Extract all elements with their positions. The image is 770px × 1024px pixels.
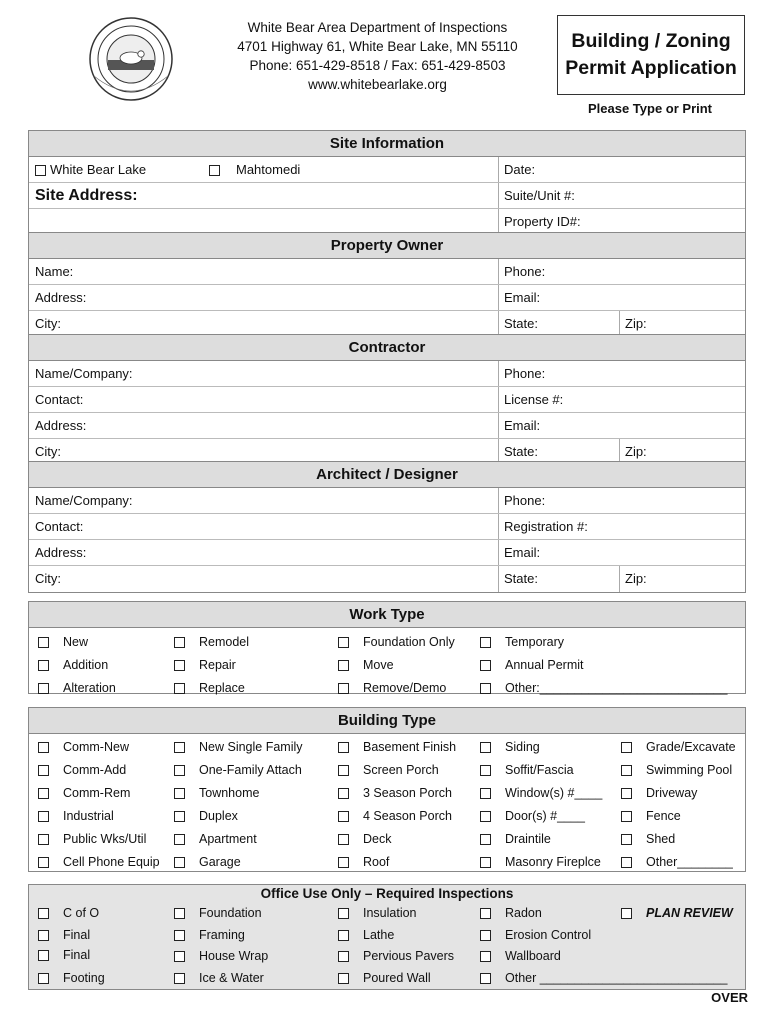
- architect-row-2: [29, 514, 745, 540]
- checkbox[interactable]: [174, 765, 185, 776]
- site-address-field[interactable]: Site Address:: [35, 187, 138, 204]
- checkbox[interactable]: [38, 857, 49, 868]
- department-name: White Bear Area Department of Inspections: [247, 20, 508, 35]
- section-heading: Contractor: [29, 335, 745, 361]
- option-label: Other:___________________________: [505, 681, 728, 695]
- option-label: Shed: [646, 832, 676, 846]
- checkbox[interactable]: [38, 660, 49, 671]
- checkbox[interactable]: [338, 765, 349, 776]
- owner-zip-field[interactable]: Zip:: [625, 316, 647, 331]
- contractor-contact-field[interactable]: Contact:: [35, 392, 84, 407]
- checkbox[interactable]: [621, 742, 632, 753]
- option-label: Insulation: [363, 906, 417, 920]
- checkbox[interactable]: [480, 788, 491, 799]
- option-label: Roof: [363, 855, 390, 869]
- work-type-option[interactable]: [480, 657, 584, 673]
- architect-row-1: [29, 488, 745, 514]
- checkbox[interactable]: [480, 765, 491, 776]
- date-field[interactable]: Date:: [504, 162, 536, 177]
- option-label: Annual Permit: [505, 658, 584, 672]
- option-label: Soffit/Fascia: [505, 763, 574, 777]
- checkbox[interactable]: [338, 973, 349, 984]
- contractor-section: [28, 334, 746, 466]
- section-heading: Site Information: [29, 131, 745, 157]
- property-id-field[interactable]: Property ID#:: [504, 214, 581, 229]
- section-heading: Architect / Designer: [29, 462, 745, 488]
- option-label: Door(s) #____: [505, 809, 585, 823]
- department-address: 4701 Highway 61, White Bear Lake, MN 55110: [237, 39, 518, 54]
- building-type-option[interactable]: [338, 854, 389, 870]
- inspection-option[interactable]: [38, 927, 90, 943]
- checkbox[interactable]: [338, 683, 349, 694]
- site-information-section: [28, 130, 746, 236]
- option-label: Industrial: [63, 809, 114, 823]
- option-label: Foundation Only: [363, 635, 455, 649]
- divider: [498, 413, 499, 438]
- checkbox[interactable]: [621, 857, 632, 868]
- building-type-option[interactable]: [338, 762, 439, 778]
- checkbox[interactable]: [338, 742, 349, 753]
- option-label: Radon: [505, 906, 542, 920]
- architect-section: [28, 461, 746, 593]
- inspection-option[interactable]: [338, 970, 431, 986]
- contractor-name-field[interactable]: Name/Company:: [35, 366, 133, 381]
- checkbox[interactable]: [338, 834, 349, 845]
- building-type-option[interactable]: [174, 739, 303, 755]
- checkbox[interactable]: [174, 683, 185, 694]
- building-type-option[interactable]: [621, 831, 675, 847]
- architect-state-field[interactable]: State:: [504, 571, 538, 586]
- building-type-option[interactable]: [338, 739, 456, 755]
- checkbox[interactable]: [38, 683, 49, 694]
- option-label: Pervious Pavers: [363, 949, 455, 963]
- checkbox[interactable]: [338, 951, 349, 962]
- divider: [498, 285, 499, 310]
- checkbox[interactable]: [480, 857, 491, 868]
- city-option-white-bear-lake[interactable]: [35, 157, 146, 183]
- building-type-section: [28, 707, 746, 872]
- office-use-section: [28, 884, 746, 990]
- option-label: Comm-Add: [63, 763, 127, 777]
- checkbox[interactable]: [480, 834, 491, 845]
- option-label: Framing: [199, 928, 245, 942]
- divider: [619, 566, 620, 592]
- inspection-option[interactable]: [174, 905, 262, 921]
- option-label: Swimming Pool: [646, 763, 733, 777]
- contractor-zip-field[interactable]: Zip:: [625, 444, 647, 459]
- checkbox[interactable]: [35, 165, 46, 176]
- checkbox[interactable]: [480, 637, 491, 648]
- divider: [498, 387, 499, 412]
- option-label: Townhome: [199, 786, 260, 800]
- option-label: House Wrap: [199, 949, 269, 963]
- department-phone: Phone: 651-429-8518 / Fax: 651-429-8503: [249, 58, 506, 73]
- inspection-option[interactable]: [174, 927, 245, 943]
- building-type-option[interactable]: [38, 831, 146, 847]
- checkbox[interactable]: [174, 660, 185, 671]
- architect-email-field[interactable]: Email:: [504, 545, 541, 560]
- option-label: Basement Finish: [363, 740, 457, 754]
- inspection-option[interactable]: [38, 970, 105, 986]
- inspection-option[interactable]: [480, 948, 561, 964]
- work-type-option[interactable]: [38, 657, 108, 673]
- inspection-option[interactable]: [480, 905, 542, 921]
- checkbox[interactable]: [174, 811, 185, 822]
- building-type-option[interactable]: [174, 785, 259, 801]
- building-type-option[interactable]: [480, 831, 551, 847]
- divider: [498, 566, 499, 592]
- architect-row-3: [29, 540, 745, 566]
- owner-email-field[interactable]: Email:: [504, 290, 541, 305]
- building-type-option[interactable]: [338, 785, 452, 801]
- inspection-option[interactable]: [338, 948, 454, 964]
- option-label: Draintile: [505, 832, 551, 846]
- checkbox[interactable]: [621, 765, 632, 776]
- contractor-state-field[interactable]: State:: [504, 444, 538, 459]
- checkbox[interactable]: [480, 742, 491, 753]
- form-title-box: [557, 15, 745, 95]
- building-type-option[interactable]: [480, 739, 540, 755]
- work-type-option[interactable]: [38, 634, 88, 650]
- checkbox[interactable]: [480, 660, 491, 671]
- option-label: One-Family Attach: [199, 763, 302, 777]
- architect-phone-field[interactable]: Phone:: [504, 493, 546, 508]
- option-label: Public Wks/Util: [63, 832, 147, 846]
- print-instruction: Please Type or Print: [587, 101, 713, 116]
- option-label: Fence: [646, 809, 681, 823]
- contractor-phone-field[interactable]: Phone:: [504, 366, 546, 381]
- option-label: Replace: [199, 681, 245, 695]
- option-label: Cell Phone Equip: [63, 855, 160, 869]
- option-label: Garage: [199, 855, 241, 869]
- checkbox[interactable]: [38, 930, 49, 941]
- section-heading: Property Owner: [29, 233, 745, 259]
- checkbox[interactable]: [174, 930, 185, 941]
- checkbox[interactable]: [480, 908, 491, 919]
- option-label: New Single Family: [199, 740, 303, 754]
- inspection-option[interactable]: [480, 970, 727, 986]
- over-indicator: OVER: [711, 990, 748, 1005]
- building-type-option[interactable]: [621, 762, 732, 778]
- checkbox[interactable]: [338, 637, 349, 648]
- architect-row-4: [29, 566, 745, 592]
- work-type-option[interactable]: [174, 634, 249, 650]
- checkbox[interactable]: [38, 811, 49, 822]
- contractor-row-3: [29, 413, 745, 439]
- owner-state-field[interactable]: State:: [504, 316, 538, 331]
- department-website: www.whitebearlake.org: [308, 77, 447, 92]
- option-label: Remove/Demo: [363, 681, 447, 695]
- work-type-option[interactable]: [174, 680, 245, 696]
- option-label: Siding: [505, 740, 540, 754]
- option-label: Poured Wall: [363, 971, 431, 985]
- option-label: Footing: [63, 971, 105, 985]
- owner-name-field[interactable]: Name:: [35, 264, 74, 279]
- option-label: Comm-New: [63, 740, 129, 754]
- inspection-option[interactable]: [338, 905, 417, 921]
- option-label: Duplex: [199, 809, 238, 823]
- owner-city-field[interactable]: City:: [35, 316, 61, 331]
- checkbox[interactable]: [38, 950, 49, 961]
- building-type-option[interactable]: [621, 854, 733, 870]
- building-type-option[interactable]: [174, 831, 257, 847]
- checkbox[interactable]: [480, 683, 491, 694]
- option-label: Foundation: [199, 906, 262, 920]
- architect-city-field[interactable]: City:: [35, 571, 61, 586]
- building-type-option[interactable]: [174, 854, 241, 870]
- contractor-row-1: [29, 361, 745, 387]
- owner-row-1: [29, 259, 745, 285]
- option-label: Repair: [199, 658, 236, 672]
- checkbox[interactable]: [338, 660, 349, 671]
- department-header: [215, 18, 540, 94]
- contractor-address-field[interactable]: Address:: [35, 418, 87, 433]
- checkbox[interactable]: [480, 951, 491, 962]
- divider: [498, 157, 499, 182]
- property-owner-section: [28, 232, 746, 338]
- inspection-option[interactable]: [38, 947, 90, 963]
- checkbox[interactable]: [338, 788, 349, 799]
- option-label: 4 Season Porch: [363, 809, 452, 823]
- building-type-option[interactable]: [480, 762, 574, 778]
- option-label: Final: [63, 948, 91, 962]
- divider: [498, 361, 499, 386]
- building-type-option[interactable]: [38, 808, 114, 824]
- owner-row-2: [29, 285, 745, 311]
- option-label: Masonry Fireplce: [505, 855, 601, 869]
- checkbox[interactable]: [480, 811, 491, 822]
- checkbox[interactable]: [38, 834, 49, 845]
- option-label: Addition: [63, 658, 109, 672]
- checkbox[interactable]: [38, 908, 49, 919]
- divider: [498, 488, 499, 513]
- section-heading: Office Use Only – Required Inspections: [260, 886, 514, 901]
- plan-review-option[interactable]: [621, 905, 733, 921]
- divider: [498, 514, 499, 539]
- checkbox[interactable]: [174, 908, 185, 919]
- option-label: White Bear Lake: [50, 162, 147, 177]
- option-label: Lathe: [363, 928, 395, 942]
- section-heading: Building Type: [29, 708, 745, 734]
- building-type-option[interactable]: [174, 808, 238, 824]
- option-label: Temporary: [505, 635, 565, 649]
- option-label: PLAN REVIEW: [646, 906, 733, 920]
- divider: [498, 540, 499, 565]
- work-type-option[interactable]: [338, 634, 455, 650]
- checkbox[interactable]: [174, 834, 185, 845]
- architect-name-field[interactable]: Name/Company:: [35, 493, 133, 508]
- building-type-option[interactable]: [38, 739, 129, 755]
- building-type-option[interactable]: [174, 762, 302, 778]
- option-label: Screen Porch: [363, 763, 439, 777]
- inspection-option[interactable]: [480, 927, 591, 943]
- checkbox[interactable]: [174, 951, 185, 962]
- option-label: Alteration: [63, 681, 116, 695]
- option-label: Erosion Control: [505, 928, 592, 942]
- option-label: Ice & Water: [199, 971, 264, 985]
- checkbox[interactable]: [38, 742, 49, 753]
- checkbox[interactable]: [621, 908, 632, 919]
- architect-address-field[interactable]: Address:: [35, 545, 87, 560]
- divider: [498, 259, 499, 284]
- building-type-option[interactable]: [38, 785, 130, 801]
- work-type-option[interactable]: [480, 680, 727, 696]
- option-label: Other________: [646, 855, 733, 869]
- architect-contact-field[interactable]: Contact:: [35, 519, 84, 534]
- building-type-option[interactable]: [338, 808, 452, 824]
- site-row-2: [29, 183, 745, 209]
- building-type-option[interactable]: [621, 785, 697, 801]
- option-label: Other ___________________________: [505, 971, 728, 985]
- checkbox[interactable]: [174, 637, 185, 648]
- form-title-line2: Permit Application: [565, 57, 737, 79]
- checkbox[interactable]: [338, 908, 349, 919]
- contractor-email-field[interactable]: Email:: [504, 418, 541, 433]
- option-label: Apartment: [199, 832, 257, 846]
- checkbox[interactable]: [338, 811, 349, 822]
- owner-address-field[interactable]: Address:: [35, 290, 87, 305]
- option-label: Wallboard: [505, 949, 561, 963]
- checkbox[interactable]: [174, 742, 185, 753]
- option-label: Final: [63, 928, 91, 942]
- building-type-option[interactable]: [621, 808, 681, 824]
- building-type-option[interactable]: [338, 831, 391, 847]
- work-type-section: [28, 601, 746, 694]
- checkbox[interactable]: [480, 930, 491, 941]
- divider: [498, 183, 499, 208]
- option-label: Comm-Rem: [63, 786, 131, 800]
- option-label: Mahtomedi: [236, 162, 301, 177]
- work-type-option[interactable]: [480, 634, 564, 650]
- checkbox[interactable]: [38, 637, 49, 648]
- option-label: Grade/Excavate: [646, 740, 736, 754]
- inspection-option[interactable]: [174, 948, 268, 964]
- city-option-mahtomedi[interactable]: [209, 157, 300, 183]
- section-heading: Work Type: [29, 602, 745, 628]
- option-label: 3 Season Porch: [363, 786, 452, 800]
- option-label: Driveway: [646, 786, 698, 800]
- contractor-city-field[interactable]: City:: [35, 444, 61, 459]
- checkbox[interactable]: [338, 857, 349, 868]
- work-type-option[interactable]: [38, 680, 116, 696]
- option-label: Window(s) #____: [505, 786, 603, 800]
- checkbox[interactable]: [209, 165, 220, 176]
- architect-zip-field[interactable]: Zip:: [625, 571, 647, 586]
- checkbox[interactable]: [480, 973, 491, 984]
- option-label: Move: [363, 658, 394, 672]
- owner-phone-field[interactable]: Phone:: [504, 264, 546, 279]
- city-seal-logo: [88, 16, 174, 102]
- checkbox[interactable]: [174, 788, 185, 799]
- suite-unit-field[interactable]: Suite/Unit #:: [504, 188, 575, 203]
- contractor-row-2: [29, 387, 745, 413]
- site-row-1: [29, 157, 745, 183]
- building-type-option[interactable]: [38, 762, 126, 778]
- inspection-option[interactable]: [174, 970, 264, 986]
- checkbox[interactable]: [338, 930, 349, 941]
- checkbox[interactable]: [38, 788, 49, 799]
- checkbox[interactable]: [621, 788, 632, 799]
- work-type-option[interactable]: [174, 657, 236, 673]
- checkbox[interactable]: [621, 834, 632, 845]
- checkbox[interactable]: [38, 973, 49, 984]
- inspection-option[interactable]: [338, 927, 394, 943]
- contractor-license-field[interactable]: License #:: [504, 392, 564, 407]
- option-label: Remodel: [199, 635, 250, 649]
- work-type-option[interactable]: [338, 657, 394, 673]
- architect-registration-field[interactable]: Registration #:: [504, 519, 588, 534]
- building-type-option[interactable]: [621, 739, 736, 755]
- form-title-line1: Building / Zoning: [571, 30, 731, 52]
- inspection-option[interactable]: [38, 905, 99, 921]
- building-type-option[interactable]: [480, 854, 601, 870]
- building-type-option[interactable]: [38, 854, 160, 870]
- building-type-option[interactable]: [480, 785, 602, 801]
- work-type-option[interactable]: [338, 680, 446, 696]
- checkbox[interactable]: [38, 765, 49, 776]
- checkbox[interactable]: [174, 857, 185, 868]
- option-label: Deck: [363, 832, 392, 846]
- building-type-option[interactable]: [480, 808, 585, 824]
- checkbox[interactable]: [621, 811, 632, 822]
- checkbox[interactable]: [174, 973, 185, 984]
- option-label: C of O: [63, 906, 100, 920]
- option-label: New: [63, 635, 89, 649]
